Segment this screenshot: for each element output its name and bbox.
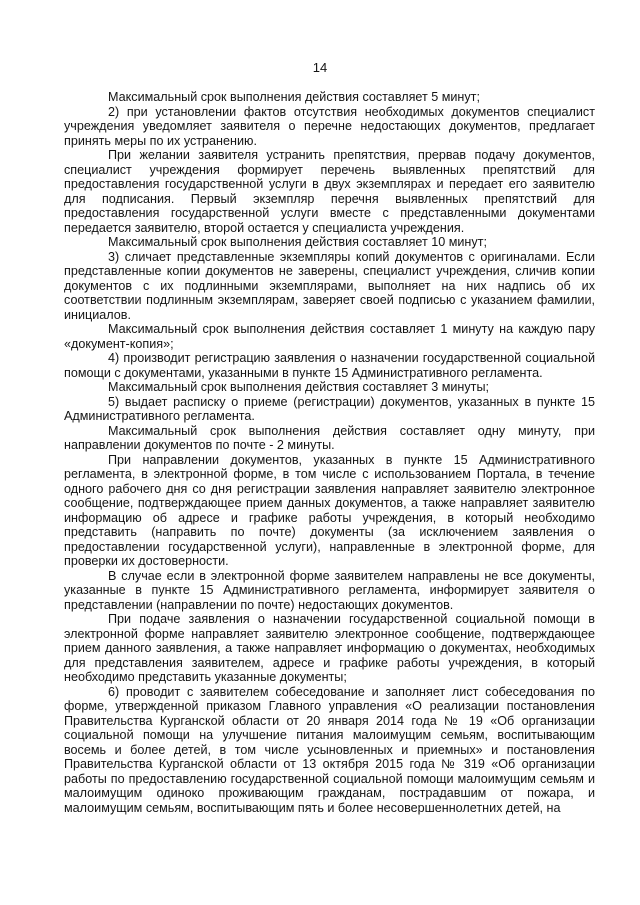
paragraph: 3) сличает представленные экземпляры копий документов с оригиналами. Если представленные копии документов не заверены, специалист учреждения, сличив копии документов с их подлинными экземплярами, выполняет на них надпись об их соответствии подлинным экземплярам, заверяет своей подписью с указанием фамилии, инициалов. bbox=[64, 249, 595, 322]
paragraph: При желании заявителя устранить препятствия, прервав подачу документов, специалист учреждения формирует перечень выявленных препятствий для предоставления государственной услуги в двух экземплярах и передает его заявителю для подписания. Первый экземпляр перечня выявленных препятствий для предоставления государственной услуги вместе с представленными документами передается заявителю, второй остается у специалиста учреждения. bbox=[64, 148, 595, 235]
paragraph: Максимальный срок выполнения действия составляет одну минуту, при направлении документов по почте - 2 минуты. bbox=[64, 423, 595, 452]
paragraph: 6) проводит с заявителем собеседование и заполняет лист собеседования по форме, утвержденной приказом Главного управления «О реализации постановления Правительства Курганской области от 20 января 2014 года № 19 «Об организации социальной помощи на улучшение питания малоимущим семьям, воспитывающим восемь и более детей, в том числе усыновленных и приемных» и постановления Правительства Курганской области от 13 октября 2015 года № 319 «Об организации работы по предоставлению государственной социальной помощи малоимущим семьям и малоимущим одиноко проживающим гражданам, пострадавшим от пожара, и малоимущим семьям, воспитывающим пять и более несовершеннолетних детей, на bbox=[64, 684, 595, 815]
paragraph: Максимальный срок выполнения действия составляет 10 минут; bbox=[108, 235, 487, 249]
paragraph: 4) производит регистрацию заявления о назначении государственной социальной помощи с документами, указанными в пункте 15 Административного регламента. bbox=[64, 351, 595, 380]
paragraph: 5) выдает расписку о приеме (регистрации) документов, указанных в пункте 15 Административного регламента. bbox=[64, 394, 595, 423]
paragraph: Максимальный срок выполнения действия составляет 1 минуту на каждую пару «документ-копия»; bbox=[64, 322, 595, 351]
paragraph: Максимальный срок выполнения действия составляет 5 минут; bbox=[108, 90, 480, 104]
body-text bbox=[64, 90, 595, 815]
paragraph: При подаче заявления о назначении государственной социальной помощи в электронной форме направляет заявителю электронное сообщение, подтверждающее прием данного заявления, а также направляет информацию о документах, необходимых для представления заявителем, адресе и графике работы учреждения, в который необходимо представить указанные документы; bbox=[64, 612, 595, 684]
paragraph: Максимальный срок выполнения действия составляет 3 минуты; bbox=[108, 380, 490, 394]
page-number: 14 bbox=[312, 60, 328, 75]
paragraph: При направлении документов, указанных в пункте 15 Административного регламента, в электронной форме, в том числе с использованием Портала, в течение одного рабочего дня со дня регистрации заявления направляет заявителю электронное сообщение, подтверждающее прием данных документов, а также направляет заявителю информацию об адресе и графике работы учреждения, в который необходимо представить (направить по почте) документы (за исключением заявления о предоставлении государственной услуги), направленные в электронной форме, для проверки их достоверности. bbox=[64, 452, 595, 568]
paragraph: В случае если в электронной форме заявителем направлены не все документы, указанные в пункте 15 Административного регламента, информирует заявителя о представлении (направлении по почте) недостающих документов. bbox=[64, 568, 595, 612]
paragraph: 2) при установлении фактов отсутствия необходимых документов специалист учреждения уведомляет заявителя о перечне недостающих документов, предлагает принять меры по их устранению. bbox=[64, 104, 595, 148]
